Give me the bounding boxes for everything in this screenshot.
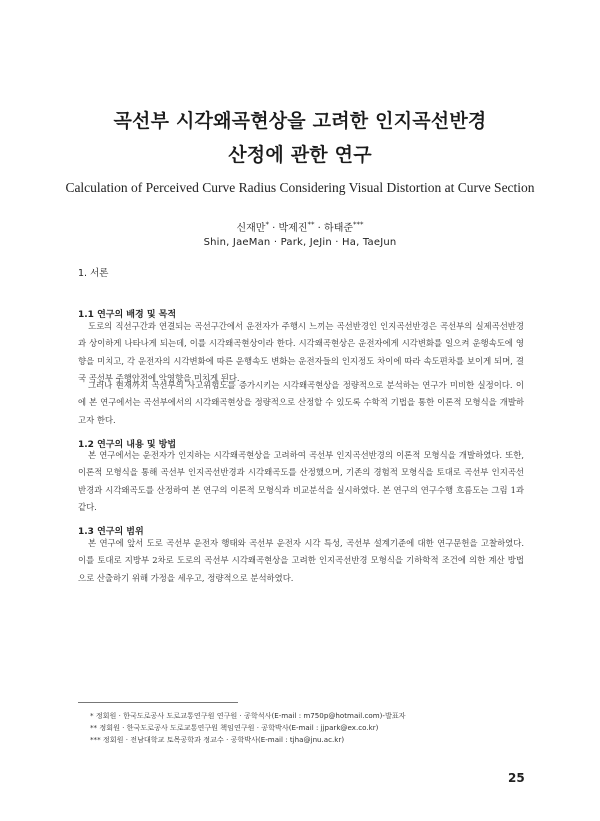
section-heading: 1. 서론 — [78, 268, 109, 279]
footnote — [90, 735, 344, 745]
author-name: 박제진 — [278, 223, 308, 234]
page-number: 25 — [508, 771, 525, 785]
footnote-mark: * — [90, 711, 94, 720]
footnote-text: 정회원 · 전남대학교 토목공학과 정교수 · 공학박사(E-mail : tjha@jnu.ac.kr) — [102, 735, 345, 744]
author-separator: · — [314, 223, 325, 234]
subsection-heading: 1.1 연구의 배경 및 목적 — [78, 310, 177, 320]
authors-english: Shin, JaeMan · Park, JeJin · Ha, TaeJun — [203, 237, 397, 248]
author-mark: * — [265, 220, 269, 229]
body-paragraph: 그러나 현재까지 곡선부의 사고위험도를 증가시키는 시각왜곡현상을 정량적으로 분석하는 연구가 미비한 실정이다. 이에 본 연구에서는 곡선부에서의 시각왜곡현상을 정량적으로 산정할 수 있도록 수학적 기법을 통한 이론적 모형식을 개발하고자 한다. — [78, 380, 524, 425]
body-paragraph: 본 연구에 앞서 도로 곡선부 운전자 행태와 곡선부 운전자 시각 특성, 곡선부 설계기준에 대한 연구문헌을 고찰하였다. 이를 토대로 지방부 2차로 도로의 곡선부 시각왜곡현상을 고려한 인지곡선반경 모형식을 기하학적 조건에 의한 계산 방법으로 산출하기 위해 가정을 세우고, 정량적으로 분석하였다. — [78, 538, 524, 583]
paper-title-line-1: 곡선부 시각왜곡현상을 고려한 인지곡선반경 — [113, 110, 487, 132]
author-separator: · — [268, 223, 279, 234]
footnote-text: 정회원 · 한국도로공사 도로교통연구원 책임연구원 · 공학박사(E-mail : jjpark@ex.co.kr) — [99, 723, 379, 732]
paper-english-title: Calculation of Perceived Curve Radius Considering Visual Distortion at Curve Section — [65, 180, 535, 195]
body-paragraph: 도로의 직선구간과 연결되는 곡선구간에서 운전자가 주행시 느끼는 곡선반경인 인지곡선반경은 곡선부의 실제곡선반경과 상이하게 나타나게 되는데, 이를 시각왜곡현상이라 한다. 시각왜곡현상은 운전자에게 시각변화를 일으켜 운행속도에 영향을 미치고, 각 운전자의 시각변화에 따른 운행속도 변화는 운전자들의 인지정도 차이에 따라 속도편차를 보이게 되며, 결국 곡선부 주행안전에 악영향을 미치게 된다. — [78, 321, 524, 383]
footnote-text: 정회원 · 한국도로공사 도로교통연구원 연구원 · 공학석사(E-mail : m750p@hotmail.com)-발표자 — [95, 711, 406, 720]
subsection-heading: 1.3 연구의 범위 — [78, 527, 144, 537]
author-mark: *** — [353, 220, 364, 229]
footnote-mark: *** — [90, 735, 101, 744]
author-name: 하태준 — [324, 223, 354, 234]
footnote — [90, 711, 406, 721]
footnote-mark: ** — [90, 723, 98, 732]
paper-title-line-2: 산정에 관한 연구 — [228, 144, 372, 166]
author-name: 신재만 — [236, 223, 266, 234]
footnote — [90, 723, 378, 733]
authors-korean — [0, 219, 600, 234]
body-paragraph: 본 연구에서는 운전자가 인지하는 시각왜곡현상을 고려하여 곡선부 인지곡선반경의 이론적 모형식을 개발하였다. 또한, 이론적 모형식을 통해 곡선부 인지곡선반경과 시각왜곡도를 산정했으며, 기존의 경험적 모형식을 토대로 곡선부 인지곡선반경과 시각왜곡도를 산정하여 본 연구의 이론적 모형식과 비교분석을 실시하였다. 본 연구의 연구수행 흐름도는 그림 1과 같다. — [78, 450, 524, 512]
author-mark: ** — [307, 220, 315, 229]
footnote-divider — [78, 702, 238, 703]
subsection-heading: 1.2 연구의 내용 및 방법 — [78, 440, 177, 450]
